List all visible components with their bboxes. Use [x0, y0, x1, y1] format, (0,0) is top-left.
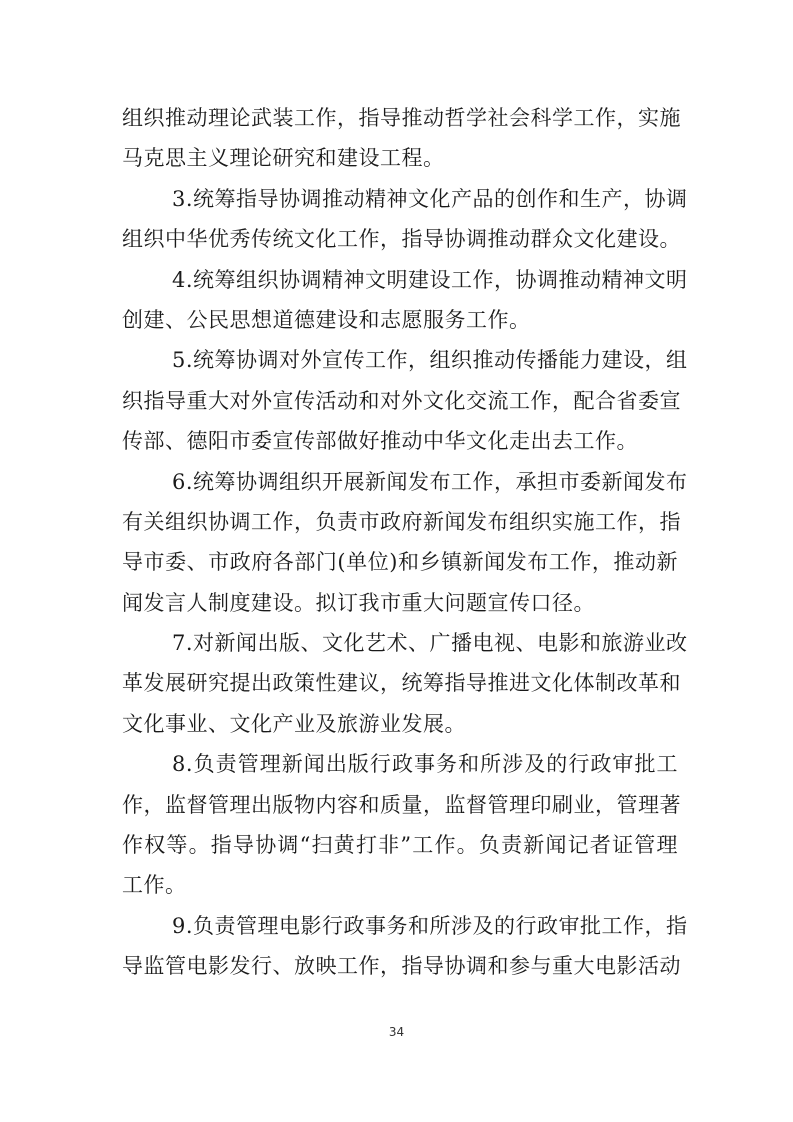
text-line: 8.负责管理新闻出版行政事务和所涉及的行政审批工 [172, 752, 678, 777]
text-line: 4.统筹组织协调精神文明建设工作，协调推动精神文明 [172, 267, 688, 292]
text-line: 组织推动理论武装工作，指导推动哲学社会科学工作，实施 [122, 106, 681, 130]
text-line: 传部、德阳市委宣传部做好推动中华文化走出去工作。 [122, 429, 638, 454]
text-line: 9.负责管理电影行政事务和所涉及的行政审批工作，指 [172, 913, 688, 938]
text-line: 3.统筹指导协调推动精神文化产品的创作和生产，协调 [172, 186, 688, 211]
text-line: 作权等。指导协调“扫黄打非”工作。负责新闻记者证管理 [122, 833, 678, 858]
text-line: 作，监督管理出版物内容和质量，监督管理印刷业，管理著 [122, 792, 681, 817]
text-line: 5.统筹协调对外宣传工作，组织推动传播能力建设，组 [172, 348, 688, 373]
page-number: 34 [388, 1025, 405, 1039]
text-line: 7.对新闻出版、文化艺术、广播电视、电影和旅游业改 [172, 631, 688, 656]
text-line: 工作。 [122, 873, 187, 898]
text-line: 导监管电影发行、放映工作，指导协调和参与重大电影活动 [122, 954, 681, 979]
text-line: 6.统筹协调组织开展新闻发布工作，承担市委新闻发布 [172, 469, 688, 494]
text-line: 革发展研究提出政策性建议，统筹指导推进文化体制改革和 [122, 671, 681, 696]
text-line: 文化事业、文化产业及旅游业发展。 [122, 711, 466, 736]
text-line: 导市委、市政府各部门(单位)和乡镇新闻发布工作，推动新 [122, 550, 678, 575]
text-line: 马克思主义理论研究和建设工程。 [122, 146, 445, 171]
text-line: 创建、公民思想道德建设和志愿服务工作。 [122, 307, 531, 332]
text-line: 组织中华优秀传统文化工作，指导协调推动群众文化建设。 [122, 227, 681, 252]
text-line: 有关组织协调工作，负责市政府新闻发布组织实施工作，指 [122, 509, 681, 534]
document-body [122, 98, 688, 987]
text-line: 闻发言人制度建设。拟订我市重大问题宣传口径。 [122, 590, 595, 615]
text-line: 织指导重大对外宣传活动和对外文化交流工作，配合省委宣 [122, 388, 681, 413]
